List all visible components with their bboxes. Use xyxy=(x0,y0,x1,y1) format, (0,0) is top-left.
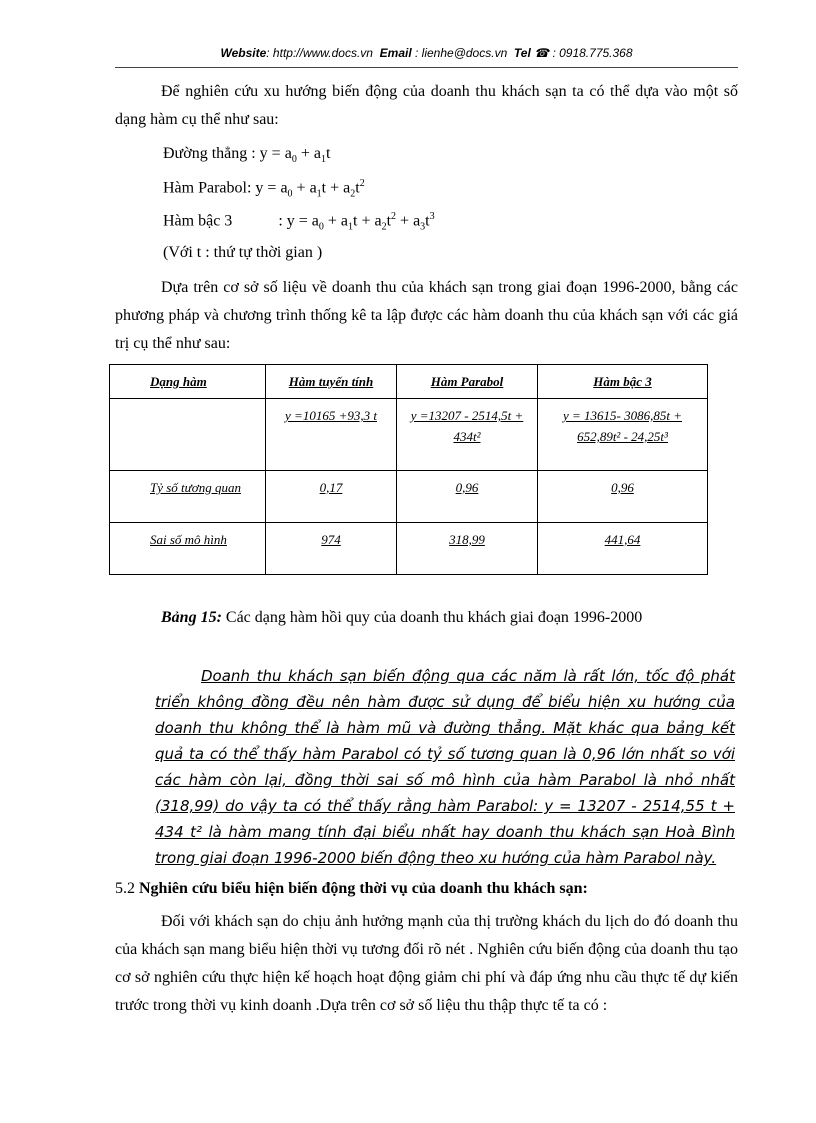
table-cell: 441,64 xyxy=(538,523,708,575)
table-cell: y =13207 - 2514,5t + 434t² xyxy=(397,399,538,471)
time-note: (Với t : thứ tự thời gian ) xyxy=(163,244,323,261)
website-url: : http://www.docs.vn xyxy=(266,46,373,60)
table-row xyxy=(110,471,708,523)
table-cell: y =10165 +93,3 t xyxy=(266,399,397,471)
seasonal-paragraph: Đối với khách sạn do chịu ảnh hưởng mạnh của thị trường khách du lịch do đó doanh thu của khách sạn mang biểu hiện thời vụ tương đối rõ nét . Nghiên cứu biến động của doanh thu tạo cơ sở nghiên cứu thực hiện kế hoạch hoạt động giảm chi phí và đáp ứng nhu cầu thực tế dự kiến trước trong thời vụ kinh doanh .Dựa trên cơ sở số liệu thu thập thực tế ta có : xyxy=(115,913,738,1014)
section-heading xyxy=(115,880,588,898)
header-cubic: Hàm bậc 3 xyxy=(538,365,708,399)
formula-line: Đường thẳng : $y = a_0 + a_1t$ xyxy=(163,145,331,166)
header-form: Dạng hàm xyxy=(110,365,266,399)
table-cell xyxy=(110,399,266,471)
caption-text: Các dạng hàm hồi quy của doanh thu khách giai đoạn 1996-2000 xyxy=(221,609,643,626)
table-header-row xyxy=(110,365,708,399)
regression-table xyxy=(109,364,708,575)
formula-parabol: Hàm Parabol: $y = a_0 + a_1t + a_2t^2$ xyxy=(163,178,365,200)
section-number: 5.2 xyxy=(115,880,135,897)
page-header xyxy=(115,46,738,60)
formula-cubic: Hàm bậc 3 : $y = a_0 + a_1t + a_2t^2 + a_3t^3$ xyxy=(163,211,435,233)
table-cell: 318,99 xyxy=(397,523,538,575)
table-cell: Tỷ số tương quan xyxy=(110,471,266,523)
email-value: : lienhe@docs.vn xyxy=(411,46,508,60)
intro-paragraph: Để nghiên cứu xu hướng biến động của doanh thu khách sạn ta có thể dựa vào một số dạng hàm cụ thể như sau: xyxy=(115,83,738,128)
email-label: Email xyxy=(379,46,412,60)
caption-label: Bảng 15: xyxy=(161,609,222,626)
analysis-paragraph: Doanh thu khách sạn biến động qua các năm là rất lớn, tốc độ phát triển không đồng đều nên hàm được sử dụng để biểu hiện xu hướng của doanh thu không thể là hàm mũ và đường thẳng. Mặt khác qua bảng kết quả ta có thể thấy hàm Parabol có tỷ số tương quan là 0,96 lớn nhất so với các hàm còn lại, đồng thời sai số mô hình của hàm Parabol là nhỏ nhất (318,99) do vậy ta có thể thấy rằng hàm Parabol: y = 13207 - 2514,55 t + 434 t² là hàm mang tính đại biểu nhất hay doanh thu khách sạn Hoà Bình trong giai đoạn 1996-2000 biến động theo xu hướng của hàm Parabol này. xyxy=(155,667,735,867)
table-cell: 974 xyxy=(266,523,397,575)
table-cell: y = 13615- 3086,85t + 652,89t² - 24,25t³ xyxy=(538,399,708,471)
table-row xyxy=(110,523,708,575)
table-caption xyxy=(115,605,738,631)
website-label: Website xyxy=(220,46,267,60)
table-cell: 0,17 xyxy=(266,471,397,523)
header-divider xyxy=(115,67,738,68)
table-cell: 0,96 xyxy=(397,471,538,523)
table-cell: Sai số mô hình xyxy=(110,523,266,575)
header-linear: Hàm tuyến tính xyxy=(266,365,397,399)
table-cell: 0,96 xyxy=(538,471,708,523)
tel-value: ☎ : 0918.775.368 xyxy=(530,46,633,60)
tel-label: Tel xyxy=(513,46,531,60)
header-parabol: Hàm Parabol xyxy=(397,365,538,399)
table-row xyxy=(110,399,708,471)
section-title: Nghiên cứu biểu hiện biến động thời vụ của doanh thu khách sạn: xyxy=(139,880,588,897)
data-paragraph: Dựa trên cơ sở số liệu về doanh thu của khách sạn trong giai đoạn 1996-2000, bằng các phương pháp và chương trình thống kê ta lập được các hàm doanh thu của khách sạn với các giá trị cụ thể như sau: xyxy=(115,279,738,352)
